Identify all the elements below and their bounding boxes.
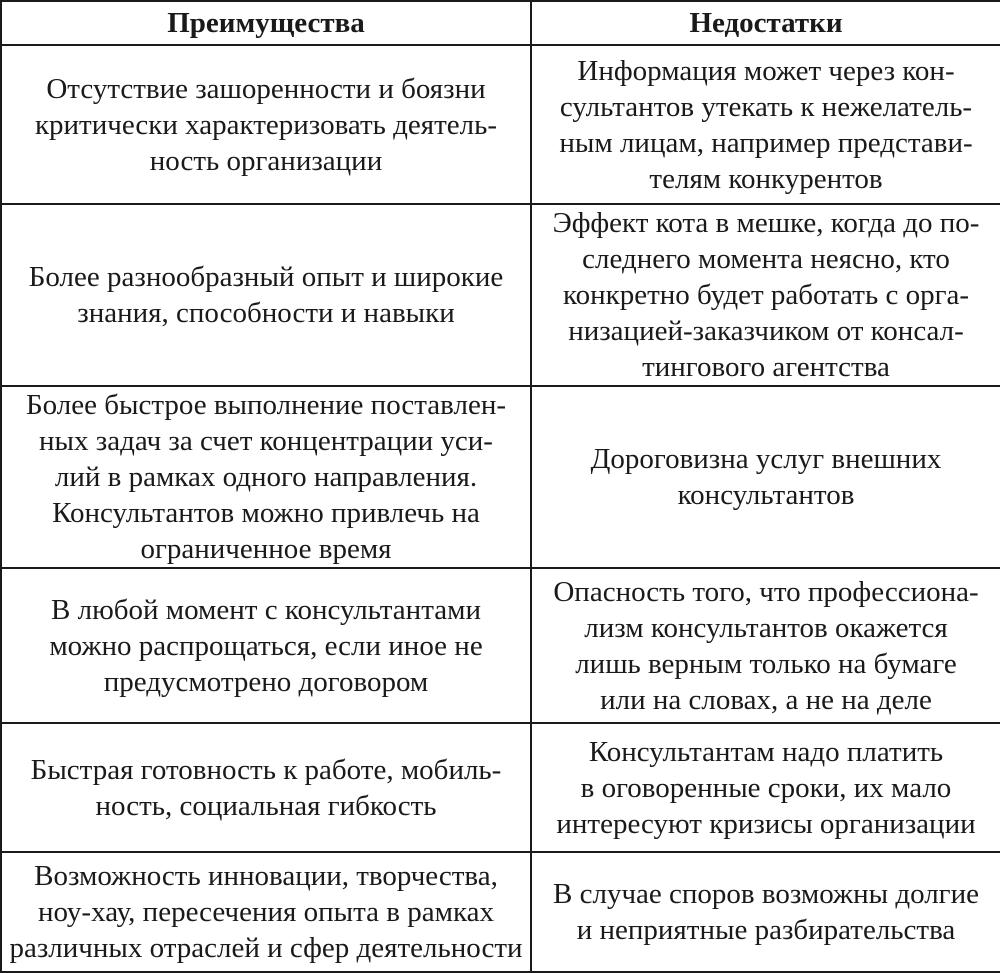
header-row [1, 1, 1000, 45]
header-disadvantages: Недостатки [531, 1, 1000, 45]
table-row [1, 45, 1000, 204]
advantage-cell: Более быстрое выполнение поставлен- ных задач за счет концентрации уси- лий в рамках одного направления. Консультантов можно привлечь на ограниченное время [1, 386, 531, 568]
table-row [1, 723, 1000, 852]
advantage-cell: Возможность инновации, творчества, ноу-хау, пересечения опыта в рамках различных отраслей и сфер деятельности [1, 852, 531, 972]
disadvantage-cell: Консультантам надо платить в оговоренные сроки, их мало интересуют кризисы организации [531, 723, 1000, 852]
disadvantage-cell: В случае споров возможны долгие и неприятные разбирательства [531, 852, 1000, 972]
table-row [1, 568, 1000, 723]
table-row [1, 204, 1000, 386]
header-advantages: Преимущества [1, 1, 531, 45]
disadvantage-cell: Эффект кота в мешке, когда до по- следнего момента неясно, кто конкретно будет работать с орга- низацией-заказчиком от консал- тингового агентства [531, 204, 1000, 386]
disadvantage-cell: Опасность того, что профессиона- лизм консультантов окажется лишь верным только на бумаге или на словах, а не на деле [531, 568, 1000, 723]
table-row [1, 386, 1000, 568]
disadvantage-cell: Дороговизна услуг внешних консультантов [531, 386, 1000, 568]
advantage-cell: Быстрая готовность к работе, мобиль- ность, социальная гибкость [1, 723, 531, 852]
advantage-cell: В любой момент с консультантами можно распрощаться, если иное не предусмотрено договором [1, 568, 531, 723]
disadvantage-cell: Информация может через кон- сультантов утекать к нежелатель- ным лицам, например представи- телям конкурентов [531, 45, 1000, 204]
advantage-cell: Более разнообразный опыт и широкие знания, способности и навыки [1, 204, 531, 386]
table-row [1, 852, 1000, 972]
advantage-cell: Отсутствие зашоренности и боязни критически характеризовать деятель- ность организации [1, 45, 531, 204]
